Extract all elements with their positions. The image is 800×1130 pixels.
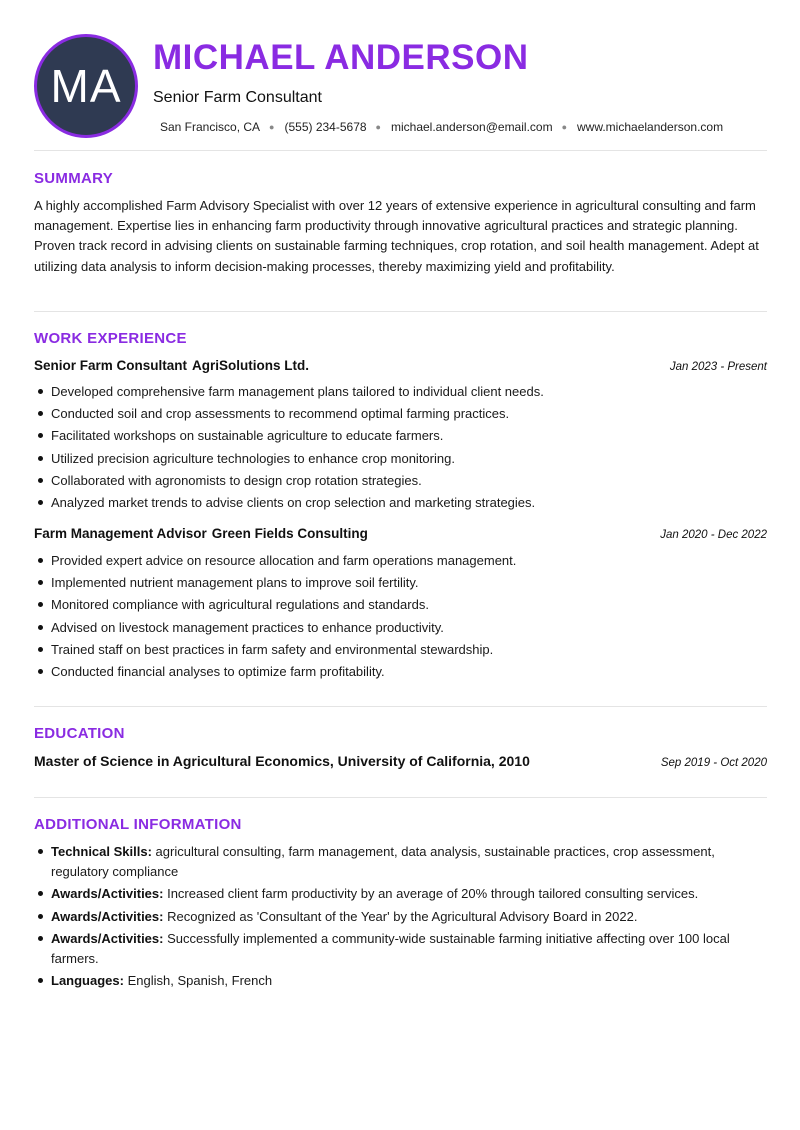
bullet-separator-icon: ● (561, 122, 568, 132)
divider (34, 797, 767, 798)
bullet-separator-icon: ● (269, 122, 275, 132)
list-item: Utilized precision agriculture technologies to enhance crop monitoring. (34, 450, 767, 472)
list-item: Facilitated workshops on sustainable agriculture to educate farmers. (34, 427, 767, 449)
item-label: Awards/Activities: (51, 886, 164, 901)
job-position: Farm Management Advisor (34, 526, 207, 541)
item-text: agricultural consulting, farm management, data analysis, sustainable practices, crop assessment, regulatory compliance (51, 844, 715, 879)
additional-info-list (34, 842, 767, 994)
item-label: Awards/Activities: (51, 908, 164, 924)
education-degree: Master of Science in Agricultural Economics, University of California, 2010 (34, 753, 530, 769)
list-item: Advised on livestock management practices to enhance productivity. (34, 619, 767, 641)
list-item (34, 929, 767, 968)
job-header (34, 526, 767, 541)
education-heading: EDUCATION (34, 725, 125, 742)
candidate-role: Senior Farm Consultant (153, 89, 322, 106)
job-bullet-list (34, 383, 767, 516)
item-text: Increased client farm productivity by an average of 20% through tailored consulting services. (167, 886, 699, 901)
job-company: Green Fields Consulting (211, 526, 368, 541)
list-item: Developed comprehensive farm management plans tailored to individual client needs. (34, 383, 767, 405)
divider (34, 150, 767, 151)
job-position: Senior Farm Consultant (34, 358, 188, 373)
job-title (34, 358, 309, 373)
list-item: Monitored compliance with agricultural regulations and standards. (34, 596, 767, 618)
list-item: Collaborated with agronomists to design crop rotation strategies. (34, 472, 767, 494)
list-item (34, 884, 767, 904)
summary-heading: SUMMARY (34, 170, 114, 187)
item-label: Technical Skills: (51, 844, 152, 859)
item-label: Awards/Activities: (51, 931, 164, 946)
divider (34, 706, 767, 707)
job-dates: Jan 2023 - Present (669, 361, 767, 373)
job-company: AgriSolutions Ltd. (192, 358, 310, 373)
list-item: Implemented nutrient management plans to improve soil fertility. (34, 574, 767, 596)
avatar-initials: MA (50, 60, 122, 112)
list-item (34, 971, 767, 991)
contact-line (160, 120, 723, 134)
list-item (34, 842, 767, 881)
item-text: Successfully implemented a community-wide sustainable farming initiative affecting over 100 local farmers. (51, 931, 730, 966)
contact-email[interactable]: michael.anderson@email.com (390, 120, 553, 134)
divider (34, 311, 767, 312)
job-title (34, 526, 368, 541)
job-bullet-list (34, 552, 767, 685)
job-dates: Jan 2020 - Dec 2022 (660, 529, 767, 541)
avatar (34, 34, 138, 138)
list-item: Provided expert advice on resource allocation and farm operations management. (34, 552, 767, 574)
summary-text: A highly accomplished Farm Advisory Specialist with over 12 years of extensive experience in agricultural consulting and farm management. Expertise lies in enhancing farm productivity through innovative agricultural practices and strategic planning. Proven track record in advising clients on sustainable farming techniques, crop rotation, and soil health management. Adept at utilizing data analysis to inform decision-making processes, thereby maximizing yield and profitability. (34, 198, 759, 274)
item-text: Recognized as 'Consultant of the Year' by the Agricultural Advisory Board in 2022. (167, 908, 638, 924)
list-item: Conducted soil and crop assessments to recommend optimal farming practices. (34, 405, 767, 427)
contact-website[interactable]: www.michaelanderson.com (577, 120, 724, 134)
list-item: Trained staff on best practices in farm safety and environmental stewardship. (34, 641, 767, 663)
item-label: Languages: (51, 973, 124, 988)
candidate-name: MICHAEL ANDERSON (153, 38, 529, 77)
education-entry (34, 753, 767, 769)
item-text: English, Spanish, French (127, 973, 273, 988)
list-item: Conducted financial analyses to optimize farm profitability. (34, 663, 767, 685)
work-experience-heading: WORK EXPERIENCE (34, 330, 187, 347)
list-item (34, 907, 767, 927)
list-item: Analyzed market trends to advise clients on crop selection and marketing strategies. (34, 494, 767, 516)
bullet-separator-icon: ● (375, 122, 381, 132)
additional-info-heading: ADDITIONAL INFORMATION (34, 816, 242, 833)
contact-location: San Francisco, CA (160, 120, 261, 134)
job-header (34, 358, 767, 373)
education-dates: Sep 2019 - Oct 2020 (660, 757, 767, 769)
contact-phone: (555) 234-5678 (284, 120, 367, 134)
